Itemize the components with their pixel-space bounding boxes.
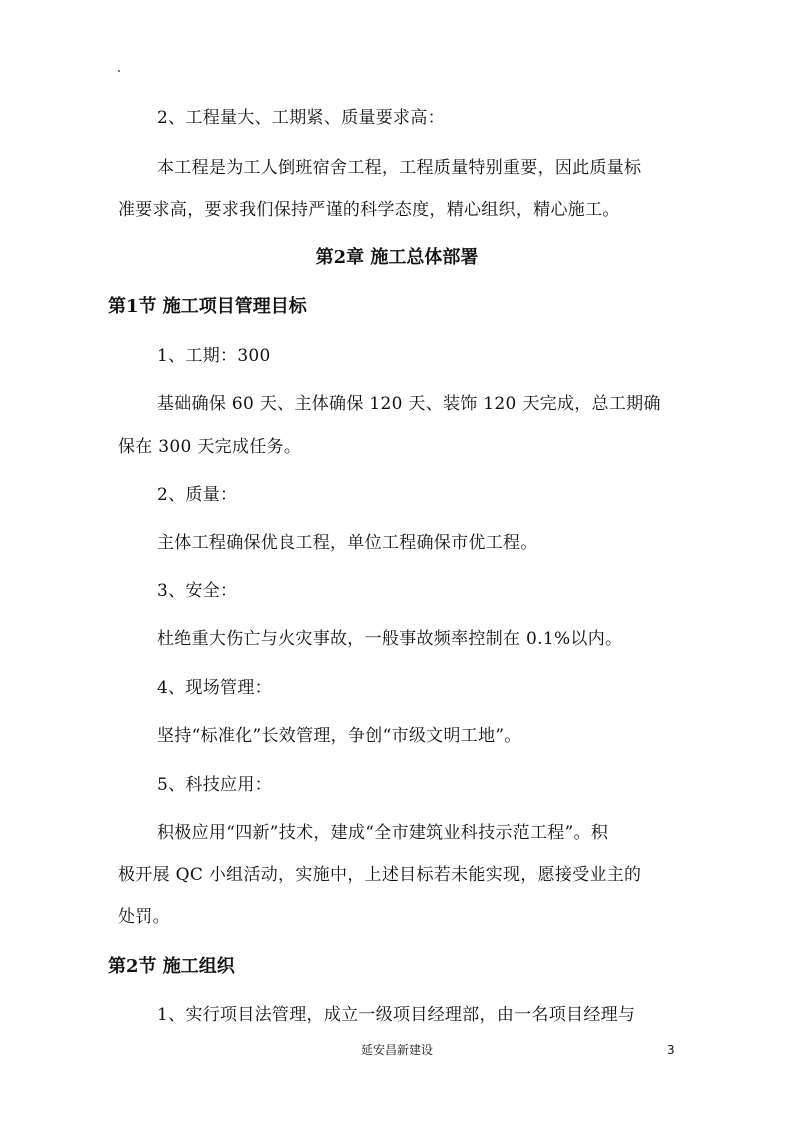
item2-body-line1: 本工程是为工人倒班宿舍工程，工程质量特别重要，因此质量标 [157, 158, 642, 178]
page-number: 3 [667, 1043, 675, 1057]
goal5-body-line3: 处罚。 [118, 907, 170, 927]
goal5-body-line1: 积极应用“四新”技术，建成“全市建筑业科技示范工程”。积 [157, 823, 609, 843]
item2-title: 2、工程量大、工期紧、质量要求高： [157, 108, 445, 128]
goal3-title: 3、安全： [157, 581, 238, 601]
org1-line1: 1、实行项目法管理，成立一级项目经理部，由一名项目经理与 [157, 1005, 636, 1025]
goal4-title: 4、现场管理： [157, 678, 272, 698]
chapter-title: 第2章 施工总体部署 [315, 247, 479, 268]
goal4-body: 坚持“标准化”长效管理，争创“市级文明工地”。 [157, 726, 522, 746]
goal1-body-line1: 基础确保 60 天、主体确保 120 天、装饰 120 天完成，总工期确 [157, 394, 661, 414]
section2-title: 第2节 施工组织 [108, 956, 235, 977]
goal5-body-line2: 极开展 QC 小组活动，实施中，上述目标若未能实现，愿接受业主的 [118, 865, 642, 885]
goal2-title: 2、质量： [157, 485, 238, 505]
footer-company: 延安昌新建设 [360, 1043, 433, 1057]
goal2-body: 主体工程确保优良工程，单位工程确保市优工程。 [157, 533, 538, 553]
goal3-body: 杜绝重大伤亡与火灾事故，一般事故频率控制在 0.1%以内。 [157, 629, 623, 649]
goal1-title: 1、工期：300 [157, 346, 271, 366]
section1-title: 第1节 施工项目管理目标 [108, 296, 307, 317]
page-mark [118, 70, 120, 72]
goal5-title: 5、科技应用： [157, 775, 272, 795]
item2-body-line2: 准要求高，要求我们保持严谨的科学态度，精心组织，精心施工。 [118, 200, 620, 220]
goal1-body-line2: 保在 300 天完成任务。 [118, 437, 302, 457]
